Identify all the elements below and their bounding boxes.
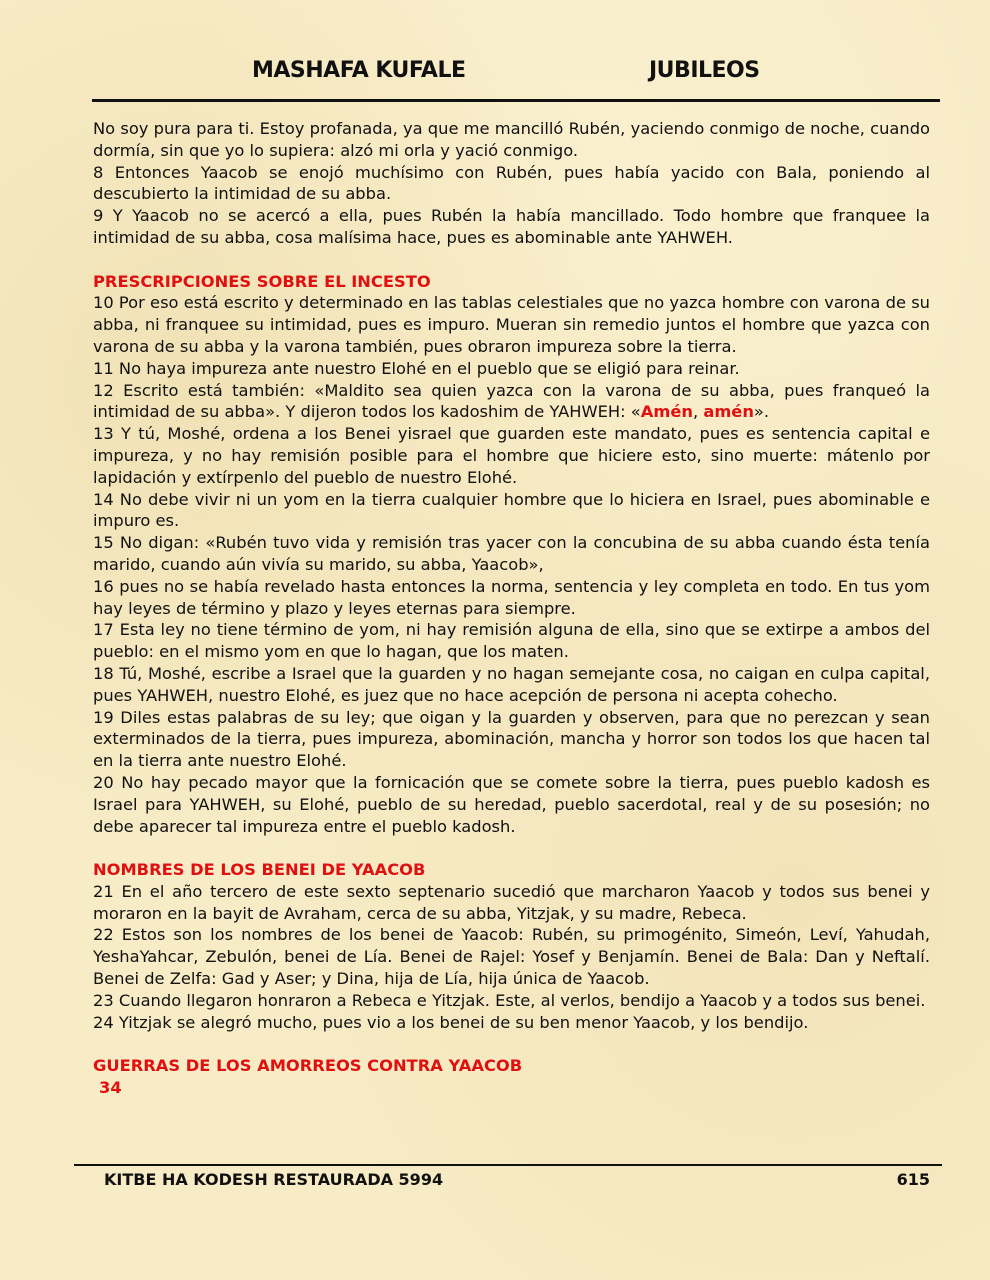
paragraph <box>93 380 930 424</box>
section-heading: GUERRAS DE LOS AMORREOS CONTRA YAACOB <box>93 1056 523 1076</box>
paragraph: 15 No digan: «Rubén tuvo vida y remisión tras yacer con la concubina de su abba cuando ésta tenía marido, cuando aún vivía su marido, su abba, Yaacob», <box>93 533 930 574</box>
paragraph: 18 Tú, Moshé, escribe a Israel que la guarden y no hagan semejante cosa, no caigan en culpa capital, pues YAHWEH, nuestro Elohé, es juez que no hace acepción de persona ni acepta cohecho. <box>93 663 930 705</box>
paragraph: 13 Y tú, Moshé, ordena a los Benei yisrael que guarden este mandato, pues es sentencia capital e impureza, y no hay remisión posible para el hombre que hiciere esto, sino muerte: mátenlo por lapidación y extírpenlo del pueblo de nuestro Elohé. <box>93 424 930 487</box>
page-header <box>92 58 940 88</box>
paragraph: 23 Cuando llegaron honraron a Rebeca e Yitzjak. Este, al verlos, bendijo a Yaacob y a todos sus benei. <box>93 990 926 1010</box>
highlighted-word: Amén <box>640 402 693 422</box>
footer-rule <box>74 1164 942 1166</box>
highlighted-word: amén <box>703 402 754 422</box>
paragraph-text: 12 Escrito está también: «Maldito sea quien yazca con la varona de su abba, pues franqueó la intimidad de su abba». Y dijeron todos los kadoshim de YAHWEH: « <box>93 380 930 422</box>
page-number: 615 <box>896 1170 930 1189</box>
paragraph: 8 Entonces Yaacob se enojó muchísimo con Rubén, pues había yacido con Bala, poniendo al descubierto la intimidad de su abba. <box>93 162 930 204</box>
paragraph: 14 No debe vivir ni un yom en la tierra cualquier hombre que lo hiciera en Israel, pues abominable e impuro es. <box>93 489 930 531</box>
paragraph: 19 Diles estas palabras de su ley; que oigan y la guarden y observen, para que no perezcan y sean exterminados de la tierra, pues impureza, abominación, mancha y horror son todos los que hacen tal en la tierra ante nuestro Elohé. <box>93 707 930 771</box>
header-book-subtitle: JUBILEOS <box>649 58 760 83</box>
paragraph: 24 Yitzjak se alegró mucho, pues vio a los benei de su ben menor Yaacob, y los bendijo. <box>93 1012 809 1032</box>
paragraph: 17 Esta ley no tiene término de yom, ni hay remisión alguna de ella, sino que se extirpe a ambos del pueblo: en el mismo yom en que lo hagan, que los maten. <box>93 620 930 662</box>
page-footer <box>104 1170 930 1194</box>
section-heading: PRESCRIPCIONES SOBRE EL INCESTO <box>93 271 431 291</box>
section-heading: NOMBRES DE LOS BENEI DE YAACOB <box>93 860 426 880</box>
paragraph: No soy pura para ti. Estoy profanada, ya que me mancilló Rubén, yaciendo conmigo de noche, cuando dormía, sin que yo lo supiera: alzó mi orla y yació conmigo. <box>93 119 930 160</box>
paragraph-text: , <box>692 402 704 422</box>
paragraph: 16 pues no se había revelado hasta entonces la norma, sentencia y ley completa en todo. En tus yom hay leyes de término y plazo y leyes eternas para siempre. <box>93 576 930 618</box>
paragraph: 22 Estos son los nombres de los benei de Yaacob: Rubén, su primogénito, Simeón, Leví, Yahudah, YeshaYahcar, Zebulón, benei de Lía. Benei de Rajel: Yosef y Benjamín. Benei de Bala: Dan y Neftalí. Benei de Zelfa: Gad y Aser; y Dina, hija de Lía, hija única de Yaacob. <box>93 925 930 989</box>
paragraph-text: ». <box>753 402 770 422</box>
paragraph: 9 Y Yaacob no se acercó a ella, pues Rubén la había mancillado. Todo hombre que franquee la intimidad de su abba, cosa malísima hace, pues es abominable ante YAHWEH. <box>93 206 930 247</box>
header-rule <box>92 99 940 102</box>
paragraph: 11 No haya impureza ante nuestro Elohé en el pueblo que se eligió para reinar. <box>93 358 740 378</box>
page-body <box>93 118 930 1099</box>
header-book-title: MASHAFA KUFALE <box>252 58 466 83</box>
footer-publication: KITBE HA KODESH RESTAURADA 5994 <box>104 1170 444 1189</box>
chapter-number: 34 <box>99 1078 122 1098</box>
paragraph: 20 No hay pecado mayor que la fornicación que se comete sobre la tierra, pues pueblo kadosh es Israel para YAHWEH, su Elohé, pueblo de su heredad, pueblo sacerdotal, real y de su posesión; no debe aparecer tal impureza entre el pueblo kadosh. <box>93 772 930 836</box>
paragraph: 10 Por eso está escrito y determinado en las tablas celestiales que no yazca hombre con varona de su abba, ni franquee su intimidad, pues es impuro. Mueran sin remedio juntos el hombre que yazca con varona de su abba y la varona también, pues obraron impureza sobre la tierra. <box>93 293 930 356</box>
paragraph: 21 En el año tercero de este sexto septenario sucedió que marcharon Yaacob y todos sus benei y moraron en la bayit de Avraham, cerca de su abba, Yitzjak, y su madre, Rebeca. <box>93 881 930 923</box>
